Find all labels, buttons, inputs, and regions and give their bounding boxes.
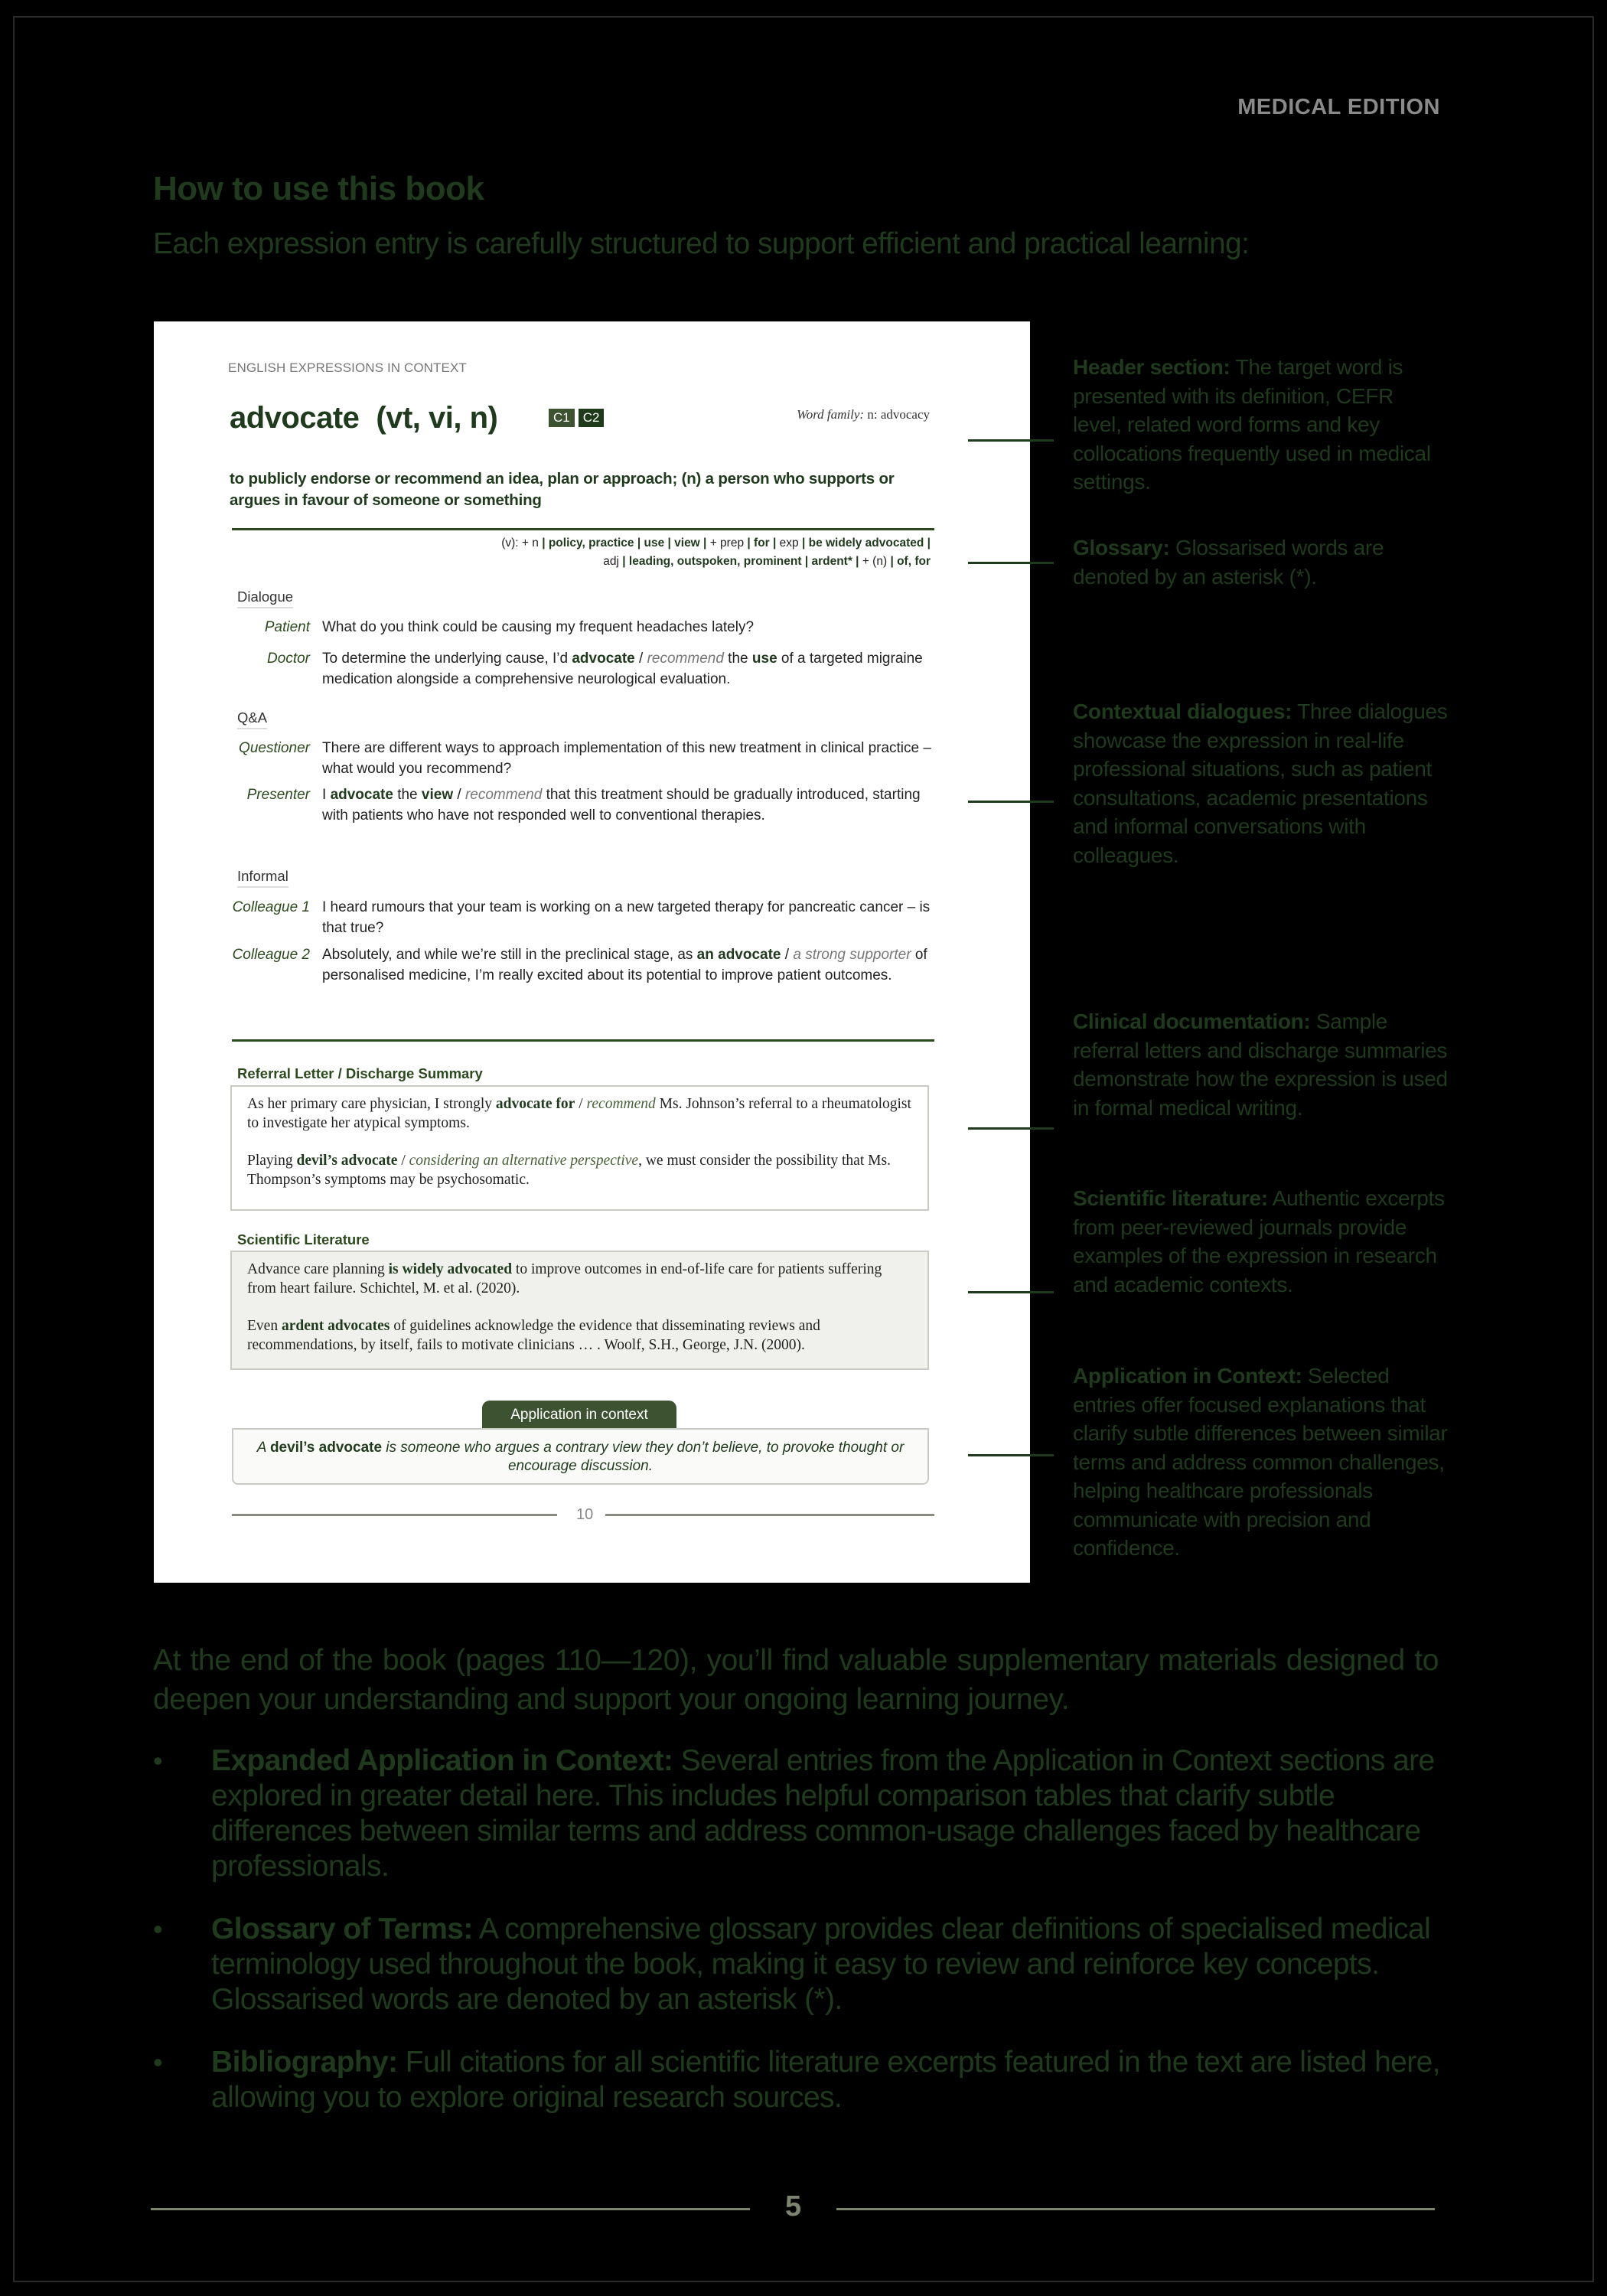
footer-rule-left (151, 2208, 750, 2210)
annotation-dialogues: Contextual dialogues: Three dialogues showcase the expression in real-life professional situations, such as patient consultations, academic presentations and informal conversations with colleagues. (1073, 700, 1448, 867)
dialogue-line (230, 784, 942, 826)
speaker-line: I heard rumours that your team is working on a new targeted therapy for pancreatic cancer – is that true? (322, 899, 931, 936)
dialogue-line (230, 617, 942, 638)
annotation-glossary: Glossary: Glossarised words are denoted by an asterisk (*). (1073, 536, 1384, 589)
speaker-line: What do you think could be causing my frequent headaches lately? (322, 619, 755, 635)
cefr-badge-c1: C1 (549, 409, 575, 427)
headword-text: advocate (230, 401, 360, 435)
page-rule-left (232, 1514, 557, 1516)
word-family (797, 407, 930, 422)
collocations-line-1: (v): + n | policy, practice | use | view | + prep | for | exp | be widely advocated | (501, 536, 931, 550)
dialogue-line (230, 738, 942, 779)
connector-application (968, 1454, 1054, 1456)
section-label-referral: Referral Letter / Discharge Summary (237, 1065, 483, 1081)
footer-rule-right (836, 2208, 1435, 2210)
speaker-line: I advocate the view / recommend that this treatment should be gradually introduced, starting with patients who have not responded well to conventional therapies. (322, 787, 921, 823)
bullet-expanded-application: • Expanded Application in Context: Several entries from the Application in Context sections are explored in greater detail here. This includes helpful comparison tables that clarify subtle differences between similar terms and address common-usage challenges faced by healthcare professionals. (153, 1744, 1435, 1883)
word-family-label: Word family: (797, 407, 865, 422)
speaker-label: Doctor (267, 651, 310, 667)
header-divider (232, 528, 934, 530)
bullet-icon: • (153, 2047, 163, 2078)
speaker-line: Absolutely, and while we’re still in the preclinical stage, as an advocate / a strong supporter of personalised medicine, I’m really excited about its potential to improve patient outcomes. (322, 947, 927, 983)
dialogue-line (230, 648, 942, 690)
annotation-scientific: Scientific literature: Authentic excerpts from peer-reviewed journals provide examples of the expression in research and academic contexts. (1073, 1186, 1445, 1296)
application-box: A devil’s advocate is someone who argues a contrary view they don’t believe, to provoke thought or encourage discussion. (232, 1428, 929, 1485)
cefr-badge-c2: C2 (579, 409, 605, 427)
section-label-dialogue: Dialogue (237, 589, 293, 608)
application-tab: Application in context (482, 1401, 676, 1430)
bullet-bibliography: • Bibliography: Full citations for all scientific literature excerpts featured in the text are listed here, allowing you to explore original research sources. (153, 2046, 1440, 2114)
series-title: ENGLISH EXPRESSIONS IN CONTEXT (228, 360, 467, 375)
bullet-icon: • (153, 1745, 163, 1776)
referral-box (230, 1085, 929, 1211)
word-family-value: n: advocacy (864, 407, 930, 422)
headword (230, 401, 497, 435)
connector-header (968, 439, 1054, 442)
page-number: 5 (785, 2190, 802, 2223)
page-rule-right (605, 1514, 934, 1516)
speaker-line: There are different ways to approach implementation of this new treatment in clinical practice – what would you recommend? (322, 740, 931, 777)
dialogue-line (230, 944, 942, 986)
connector-dialogues (968, 801, 1054, 803)
section-label-scientific: Scientific Literature (237, 1231, 370, 1247)
bullet-icon: • (153, 1913, 163, 1945)
section-label-informal: Informal (237, 868, 288, 888)
annotation-clinical: Clinical documentation: Sample referral letters and discharge summaries demonstrate how the expression is used in formal medical writing. (1073, 1009, 1448, 1120)
page-subtitle: Each expression entry is carefully structured to support efficient and practical learning: (153, 227, 1250, 260)
example-paragraph: Advance care planning is widely advocated to improve outcomes in end-of-life care for patients suffering from heart failure. Schichtel, M. et al. (2020). (247, 1261, 882, 1296)
edition-label: MEDICAL EDITION (1237, 95, 1440, 119)
scientific-box (230, 1251, 929, 1370)
connector-clinical (968, 1127, 1054, 1130)
speaker-label: Colleague 1 (232, 899, 310, 915)
dialogue-line (230, 897, 942, 938)
bullet-glossary: • Glossary of Terms: A comprehensive glossary provides clear definitions of specialised medical terminology used throughout the book, making it easy to review and reinforce key concepts. Glossarised words are denoted by an asterisk (*). (153, 1913, 1431, 2016)
connector-scientific (968, 1291, 1054, 1293)
speaker-label: Colleague 2 (232, 947, 310, 963)
cefr-badges (549, 409, 604, 427)
example-paragraph: Playing devil’s advocate / considering an alternative perspective, we must consider the possibility that Ms. Thompson’s symptoms may be psychosomatic. (247, 1153, 891, 1188)
definition: to publicly endorse or recommend an idea, plan or approach; (n) a person who supports or argues in favour of someone or something (230, 470, 895, 509)
example-paragraph: Even ardent advocates of guidelines acknowledge the evidence that disseminating reviews and recommendations, by itself, fails to motivate clinicians … . Woolf, S.H., George, J.N. (2000). (247, 1318, 820, 1353)
annotation-header: Header section: The target word is presented with its definition, CEFR level, related word forms and key collocations frequently used in medical settings. (1073, 355, 1431, 494)
sample-page-number: 10 (576, 1506, 594, 1523)
dialogue-divider (232, 1039, 934, 1042)
supplementary-intro: At the end of the book (pages 110—120), you’ll find valuable supplementary materials designed to deepen your understanding and support your ongoing learning journey. (153, 1644, 1439, 1716)
speaker-line: To determine the underlying cause, I’d advocate / recommend the use of a targeted migraine medication alongside a comprehensive neurological evaluation. (322, 651, 923, 687)
sample-entry-page (154, 321, 1030, 1583)
section-label-qa: Q&A (237, 709, 267, 729)
page-title: How to use this book (153, 170, 484, 207)
collocations (501, 534, 931, 571)
part-of-speech: (vt, vi, n) (376, 401, 498, 435)
connector-glossary (968, 562, 1054, 564)
collocations-line-2: adj | leading, outspoken, prominent | ardent* | + (n) | of, for (603, 555, 931, 568)
example-paragraph: As her primary care physician, I strongly advocate for / recommend Ms. Johnson’s referral to a rheumatologist to investigate her atypical symptoms. (247, 1096, 911, 1131)
speaker-label: Questioner (239, 740, 310, 756)
speaker-label: Patient (264, 619, 310, 635)
speaker-label: Presenter (246, 787, 310, 803)
annotation-application: Application in Context: Selected entries offer focused explanations that clarify subtle differences between similar terms and address common challenges, helping healthcare professionals communicate with precision and confidence. (1073, 1364, 1448, 1560)
